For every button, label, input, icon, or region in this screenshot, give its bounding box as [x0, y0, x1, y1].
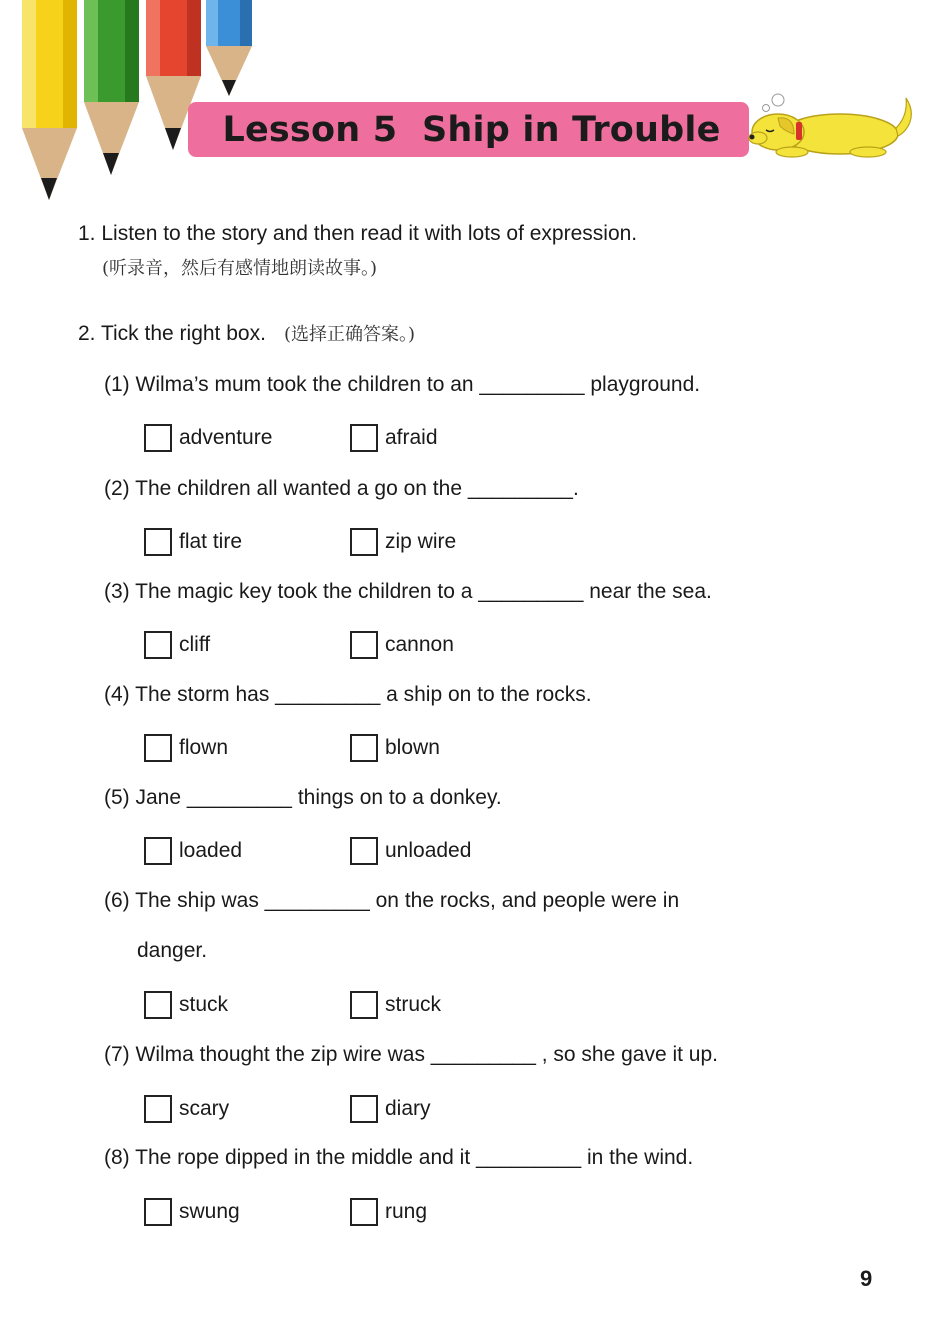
checkbox[interactable]: [350, 1198, 378, 1226]
sleeping-dog-illustration: [748, 90, 918, 160]
checkbox[interactable]: [350, 424, 378, 452]
checkbox[interactable]: [144, 837, 172, 865]
option-label: flat tire: [179, 530, 243, 553]
question-3: (3) The magic key took the children to a _________ near the sea.: [104, 580, 712, 603]
option-label: zip wire: [385, 530, 457, 553]
option-label: flown: [179, 736, 229, 759]
checkbox[interactable]: [350, 991, 378, 1019]
question-4: (4) The storm has _________ a ship on to the rocks.: [104, 683, 592, 706]
question-8: (8) The rope dipped in the middle and it _________ in the wind.: [104, 1146, 694, 1169]
checkbox[interactable]: [350, 837, 378, 865]
option-label: stuck: [179, 993, 229, 1016]
question-2: (2) The children all wanted a go on the _________.: [104, 477, 579, 500]
option-6b[interactable]: [350, 991, 441, 1019]
option-label: diary: [385, 1097, 431, 1120]
option-label: blown: [385, 736, 440, 759]
option-label: cannon: [385, 633, 454, 656]
option-label: adventure: [179, 426, 273, 449]
option-1a[interactable]: [144, 424, 272, 452]
option-label: struck: [385, 993, 442, 1016]
green-pencil: [84, 0, 139, 175]
option-5b[interactable]: [350, 837, 471, 865]
question-6-continuation: danger.: [137, 939, 208, 962]
option-4b[interactable]: [350, 734, 440, 762]
option-label: afraid: [385, 426, 438, 449]
option-2b[interactable]: [350, 528, 456, 556]
checkbox[interactable]: [144, 734, 172, 762]
page-number: 9: [860, 1266, 873, 1291]
option-label: swung: [179, 1200, 240, 1223]
instruction-2-text: 2. Tick the right box.: [78, 322, 266, 345]
option-7a[interactable]: [144, 1095, 229, 1123]
page-title: Lesson 5 Ship in Trouble: [222, 109, 721, 150]
question-6: (6) The ship was _________ on the rocks, and people were in: [104, 889, 680, 912]
option-3a[interactable]: [144, 631, 210, 659]
checkbox[interactable]: [350, 734, 378, 762]
instruction-2-chinese: (选择正确答案。): [283, 324, 415, 345]
option-4a[interactable]: [144, 734, 228, 762]
yellow-pencil: [22, 0, 77, 200]
option-3b[interactable]: [350, 631, 454, 659]
checkbox[interactable]: [144, 631, 172, 659]
checkbox[interactable]: [350, 631, 378, 659]
checkbox[interactable]: [144, 991, 172, 1019]
question-5: (5) Jane _________ things on to a donkey.: [104, 786, 502, 809]
instruction-1: 1. Listen to the story and then read it with lots of expression.: [78, 222, 638, 245]
option-5a[interactable]: [144, 837, 242, 865]
checkbox[interactable]: [350, 1095, 378, 1123]
option-label: rung: [385, 1200, 428, 1223]
checkbox[interactable]: [350, 528, 378, 556]
instruction-1-chinese: (听录音，然后有感情地朗读故事。): [102, 258, 378, 279]
title-banner: [188, 102, 749, 157]
option-6a[interactable]: [144, 991, 228, 1019]
option-label: unloaded: [385, 839, 472, 862]
question-7: (7) Wilma thought the zip wire was _________ , so she gave it up.: [104, 1043, 719, 1066]
option-2a[interactable]: [144, 528, 242, 556]
option-7b[interactable]: [350, 1095, 431, 1123]
option-label: cliff: [179, 633, 211, 656]
question-1: (1) Wilma’s mum took the children to an _________ playground.: [104, 373, 701, 396]
option-8b[interactable]: [350, 1198, 427, 1226]
option-label: scary: [179, 1097, 230, 1120]
checkbox[interactable]: [144, 528, 172, 556]
checkbox[interactable]: [144, 1095, 172, 1123]
checkbox[interactable]: [144, 1198, 172, 1226]
checkbox[interactable]: [144, 424, 172, 452]
instruction-2: [78, 320, 415, 346]
option-8a[interactable]: [144, 1198, 240, 1226]
option-1b[interactable]: [350, 424, 438, 452]
option-label: loaded: [179, 839, 243, 862]
blue-pencil: [206, 0, 252, 96]
